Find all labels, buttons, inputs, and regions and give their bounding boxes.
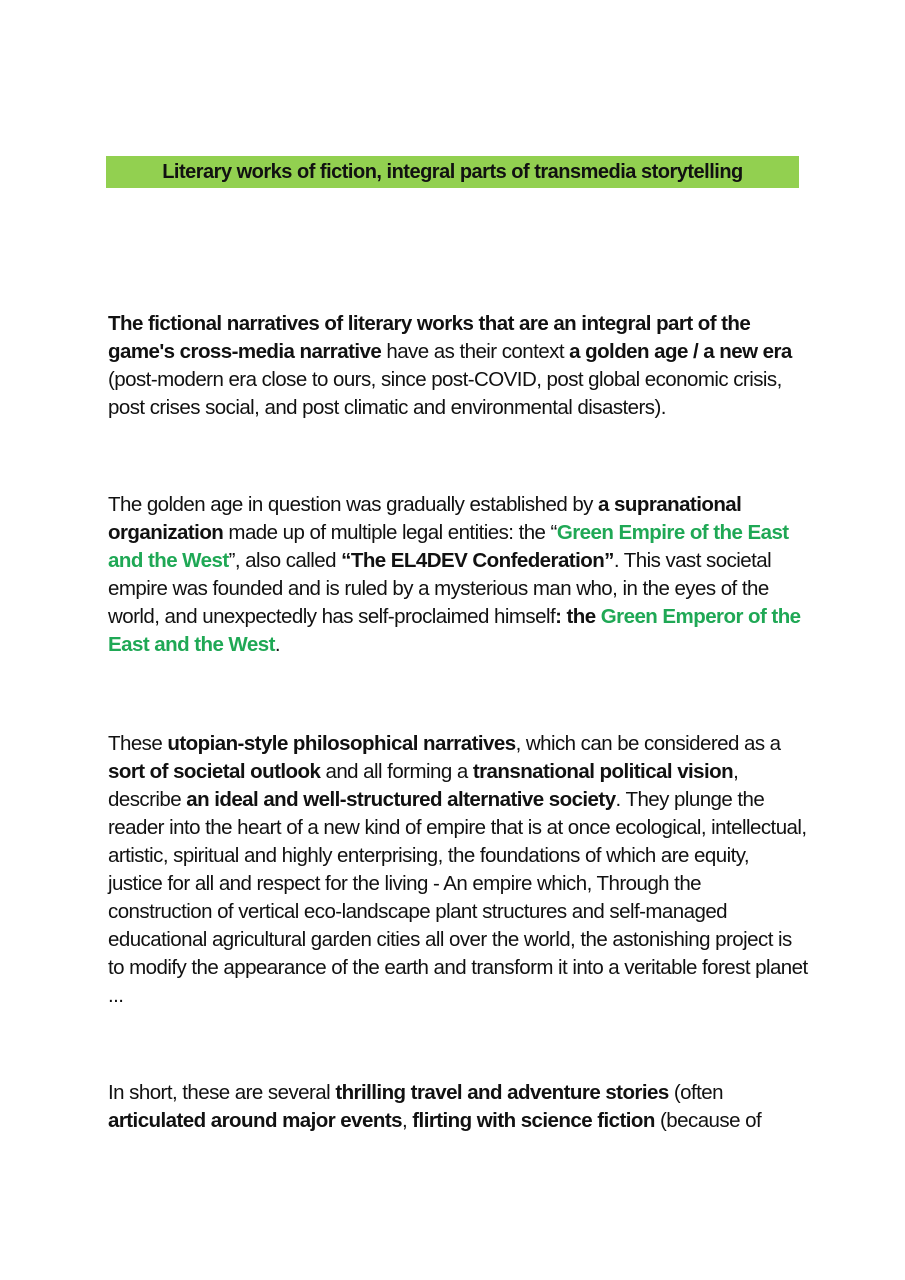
- body-text: In short, these are several: [108, 1081, 336, 1104]
- title-banner: [106, 156, 799, 188]
- body-text: . This vast societal empire was founded and is ruled by a mysterious man who, in the eyes of the world, and unexpectedly has self-proclaimed himself: [108, 549, 772, 628]
- body-text: , which can be considered as a: [515, 732, 781, 755]
- body-text: and all forming a: [320, 760, 473, 783]
- paragraph-utopian: [108, 730, 808, 1010]
- body-text: ”, also called: [228, 549, 342, 572]
- paragraph-context: [108, 310, 808, 422]
- body-text: , describe: [108, 760, 739, 811]
- body-text: have as their context: [381, 340, 570, 363]
- document-title: Literary works of fiction, integral parts of transmedia storytelling: [162, 160, 743, 183]
- bold-text: articulated around major events: [108, 1109, 402, 1132]
- paragraph-summary: [108, 1079, 808, 1135]
- body-text: (post-modern era close to ours, since post-COVID, post global economic crisis, post crises social, and post climatic and environmental disasters).: [108, 368, 782, 419]
- body-text: (because of: [654, 1109, 762, 1132]
- bold-text: utopian-style philosophical narratives: [167, 732, 516, 755]
- body-text: These: [108, 732, 168, 755]
- bold-text: transnational political vision: [472, 760, 734, 783]
- bold-text: thrilling travel and adventure stories: [335, 1081, 669, 1104]
- bold-text: a golden age / a new era: [569, 340, 792, 363]
- body-text: ,: [401, 1109, 413, 1132]
- bold-text: a supranational organization: [108, 493, 742, 544]
- bold-text: an ideal and well-structured alternative society: [186, 788, 616, 811]
- bold-text: The fictional narratives of literary works that are an integral part of the game's cross-media narrative: [108, 312, 751, 363]
- body-text: . They plunge the reader into the heart of a new kind of empire that is at once ecological, intellectual, artistic, spiritual and highly enterprising, the foundations of which are equity, justice for all and respect for the living - An empire which, Through the construction of vertical eco-landscape plant structures and self-managed educational agricultural garden cities all over the world, the astonishing project is to modify the appearance of the earth and transform it into a veritable forest planet ...: [108, 788, 808, 1007]
- body-text: .: [274, 633, 280, 656]
- green-highlight-text: Green Emperor of the East and the West: [108, 605, 801, 656]
- bold-text: flirting with science fiction: [412, 1109, 655, 1132]
- bold-text: sort of societal outlook: [108, 760, 321, 783]
- body-text: made up of multiple legal entities: the “: [223, 521, 557, 544]
- bold-text: “The EL4DEV Confederation”: [341, 549, 614, 572]
- green-highlight-text: Green Empire of the East and the West: [108, 521, 789, 572]
- body-text: (often: [668, 1081, 723, 1104]
- paragraph-golden-age: [108, 491, 808, 659]
- body-text: The golden age in question was gradually established by: [108, 493, 599, 516]
- bold-text: : the: [555, 605, 601, 628]
